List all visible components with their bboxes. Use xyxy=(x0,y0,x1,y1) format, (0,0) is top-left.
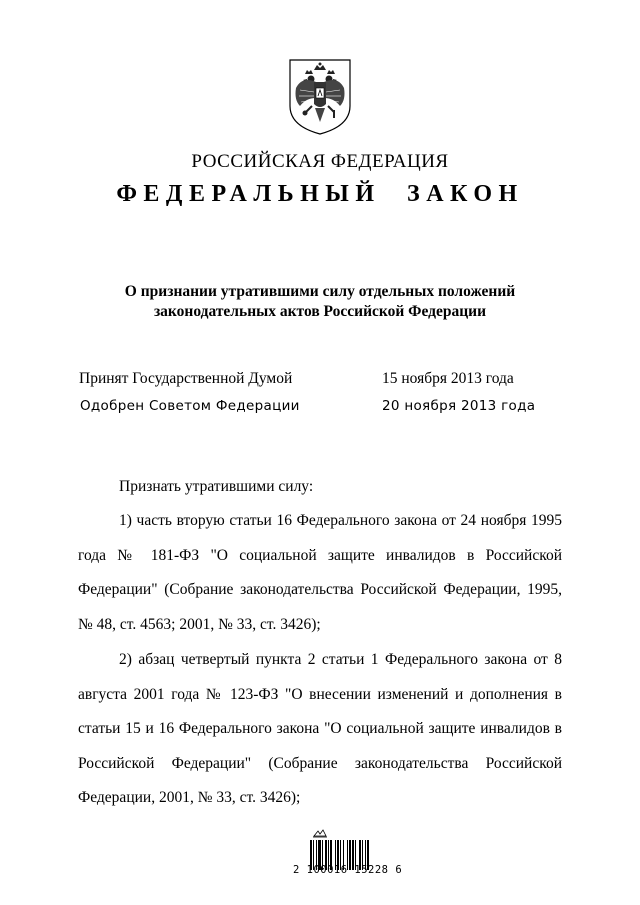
adoption-label-duma: Принят Государственной Думой xyxy=(79,370,293,387)
document-type-heading: ФЕДЕРАЛЬНЫЙ ЗАКОН xyxy=(116,181,524,207)
adoption-date-council: 20 ноября 2013 года xyxy=(382,398,536,414)
adoption-date-duma: 15 ноября 2013 года xyxy=(382,370,514,387)
country-heading: РОССИЙСКАЯ ФЕДЕРАЦИЯ xyxy=(191,151,449,172)
body-item-2: 2) абзац четвертый пункта 2 статьи 1 Федерального закона от 8 августа 2001 года № 123-ФЗ "О внесении изменений и дополнения в статьи 15 и 16 Федерального закона "О социальной защите инвалидов в Российской Федерации" (Собрание законодательства Российской Федерации, 2001, № 33, ст. 3426); xyxy=(78,651,562,806)
body-item-1: 1) часть вторую статьи 16 Федерального закона от 24 ноября 1995 года № 181-ФЗ "О социальной защите инвалидов в Российской Федерации" (Собрание законодательства Российской Федерации, 1995, № 48, ст. 4563; 2001, № 33, ст. 3426); xyxy=(78,512,562,633)
body-intro: Признать утратившими силу: xyxy=(119,478,314,495)
law-title-line-1: О признании утратившими силу отдельных положений xyxy=(124,283,516,300)
print-mark-icon xyxy=(312,828,328,840)
law-title-line-2: законодательных актов Российской Федерации xyxy=(153,303,487,320)
barcode-number: 2 100016 15228 6 xyxy=(293,864,403,876)
adoption-label-council: Одобрен Советом Федерации xyxy=(80,398,300,414)
coat-of-arms-icon xyxy=(288,58,352,136)
law-title xyxy=(80,282,560,322)
